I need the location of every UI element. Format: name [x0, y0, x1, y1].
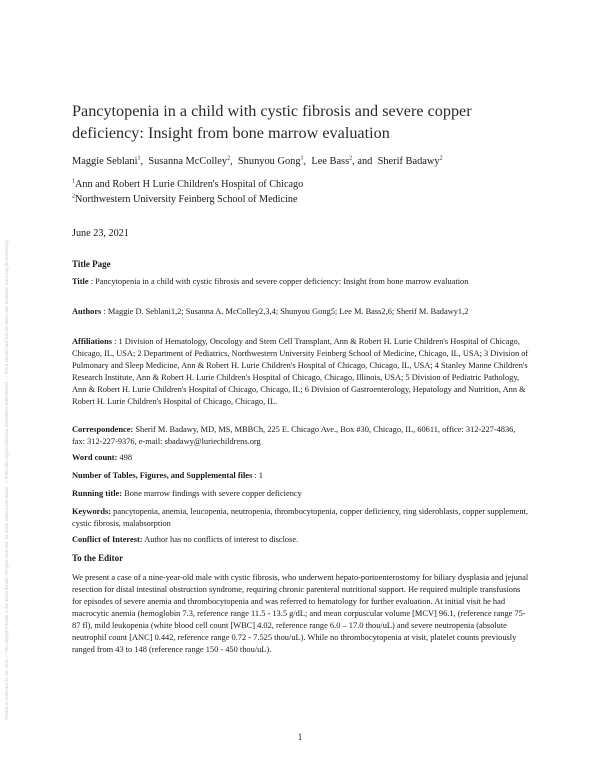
to-the-editor-body [72, 572, 530, 656]
field-label: Word count: [72, 453, 118, 462]
page-number: 1 [297, 732, 303, 742]
to-the-editor-heading-block [72, 552, 530, 564]
title-page-title [72, 276, 530, 288]
affiliation-list [72, 177, 530, 207]
title-page-word-count [72, 452, 530, 464]
author-list: Maggie Seblani$^1$, Susanna McColley$^2$, Shunyou Gong$^1$, Lee Bass$^2$, and Sherif Badawy$^2$ [72, 155, 443, 167]
field-value: Sherif M. Badawy, MD, MS, MBBCh, 225 E. Chicago Ave., Box #30, Chicago, IL, 60611, office: 312-227-4836, fax: 312-227-9376, e-mail: sbadawy@luriechildrens.org [72, 425, 516, 446]
title-page-conflict [72, 534, 530, 546]
field-label: Correspondence: [72, 425, 134, 434]
affiliation-item: $^2$Northwestern University Feinberg School of Medicine [72, 193, 298, 205]
author-name: Susanna McColley [148, 156, 228, 167]
affiliation-item: $^1$Ann and Robert H Lurie Children's Hospital of Chicago [72, 178, 304, 190]
body-paragraph: We present a case of a nine-year-old male with cystic fibrosis, who underwent hepato-portoenterostomy for biliary dysplasia and jejunal resection for distal intestinal obstruction syndrome, requiring chronic parenteral nutritional support. He required multiple transfusions for episodes of severe anemia and thrombocytopenia and was referred to hematology for further evaluation. At initial visit he had macrocytic anemia (hemoglobin 7.3, reference range 11.5 - 13.5 g/dL; and mean corpuscular volume [MCV] 96.1, (reference range 75-87 fl), mild leukopenia (white blood cell count [WBC] 4.02, reference range 6.0 – 17.0 thou/uL) and severe neutropenia (absolute neutrophil count [ANC] 0.442, reference range 0.72 - 7.525 thou/uL). While no thrombocytopenia at visit, platelet counts previously ranged from 43 to 148 (reference range 150 - 450 thou/uL). [72, 573, 529, 654]
preprint-sidebar-notice: Posted on Authorea 24 Jun 2021 — The copyright holder is the author/funder. All rights reserved. No reuse without permission. — https://doi.org/10.22541/au.162455093.36803563/v1 — This a preprint and has not been peer reviewed. Data may be preliminary. [4, 238, 9, 720]
field-value: pancytopenia, anemia, leucopenia, neutropenia, thrombocytopenia, copper deficiency, ring sideroblasts, copper supplement, cystic fibrosis, malabsorption [72, 507, 528, 528]
section-heading: To the Editor [72, 553, 124, 563]
title-page-authors [72, 306, 530, 318]
field-value: Bone marrow findings with severe copper deficiency [124, 489, 302, 498]
field-label: Number of Tables, Figures, and Supplemental files [72, 471, 253, 480]
title-page-correspondence [72, 424, 530, 448]
field-label: Conflict of Interest: [72, 535, 143, 544]
field-value: : 1 Division of Hematology, Oncology and Stem Cell Transplant, Ann & Robert H. Lurie Children's Hospital of Chicago, Chicago, IL, USA; 2 Department of Pediatrics, Northwestern University Feinberg School of Medicine, Chicago, IL, USA; 3 Division of Pulmonary and Sleep Medicine, Ann & Robert H. Lurie Children's Hospital of Chicago, Chicago, IL, USA; 4 Stanley Manne Children's Research Institute, Ann & Robert H. Lurie Children's Hospital of Chicago, Chicago, Illinois, USA; 5 Division of Pediatric Pathology, Ann & Robert H. Lurie Children's Hospital of Chicago, Chicago, IL; 6 Division of Gastroenterology, Hepatology and Nutrition, Ann & Robert H. Lurie Children's Hospital of Chicago, Chicago, IL. [72, 337, 529, 406]
field-label: Keywords: [72, 507, 112, 516]
title-page-running-title [72, 488, 530, 500]
field-label: Running title: [72, 489, 123, 498]
paper-header [72, 100, 530, 239]
author-sup: 2 [349, 155, 353, 162]
title-page-heading-block [72, 258, 530, 270]
section-heading: Title Page [72, 259, 111, 269]
author-name: Sherif Badawy [377, 156, 440, 167]
field-label: Authors [72, 307, 102, 316]
author-name: Maggie Seblani [72, 156, 138, 167]
field-value: 498 [119, 453, 133, 462]
field-label: Title [72, 277, 89, 286]
paper-title: Pancytopenia in a child with cystic fibrosis and severe copper deficiency: Insight from bone marrow evaluation [72, 102, 472, 142]
title-page-affiliations [72, 336, 530, 408]
author-sup: 2 [227, 155, 231, 162]
title-page-tables [72, 470, 530, 482]
field-value: Author has no conflicts of interest to disclose. [144, 535, 299, 544]
publication-date: June 23, 2021 [72, 228, 129, 239]
title-page-keywords [72, 506, 530, 530]
field-label: Affiliations [72, 337, 113, 346]
field-value: : Pancytopenia in a child with cystic fibrosis and severe copper deficiency: Insight from bone marrow evaluation [90, 277, 469, 286]
author-name: Shunyou Gong [237, 156, 301, 167]
field-value: : 1 [254, 471, 263, 480]
author-sup: 1 [137, 155, 141, 162]
author-name: Lee Bass [311, 156, 350, 167]
author-sup: 2 [439, 155, 443, 162]
field-value: : Maggie D. Seblani1,2; Susanna A. McColley2,3,4; Shunyou Gong5; Lee M. Bass2,6; Sherif M. Badawy1,2 [103, 307, 469, 316]
author-sup: 1 [300, 155, 304, 162]
